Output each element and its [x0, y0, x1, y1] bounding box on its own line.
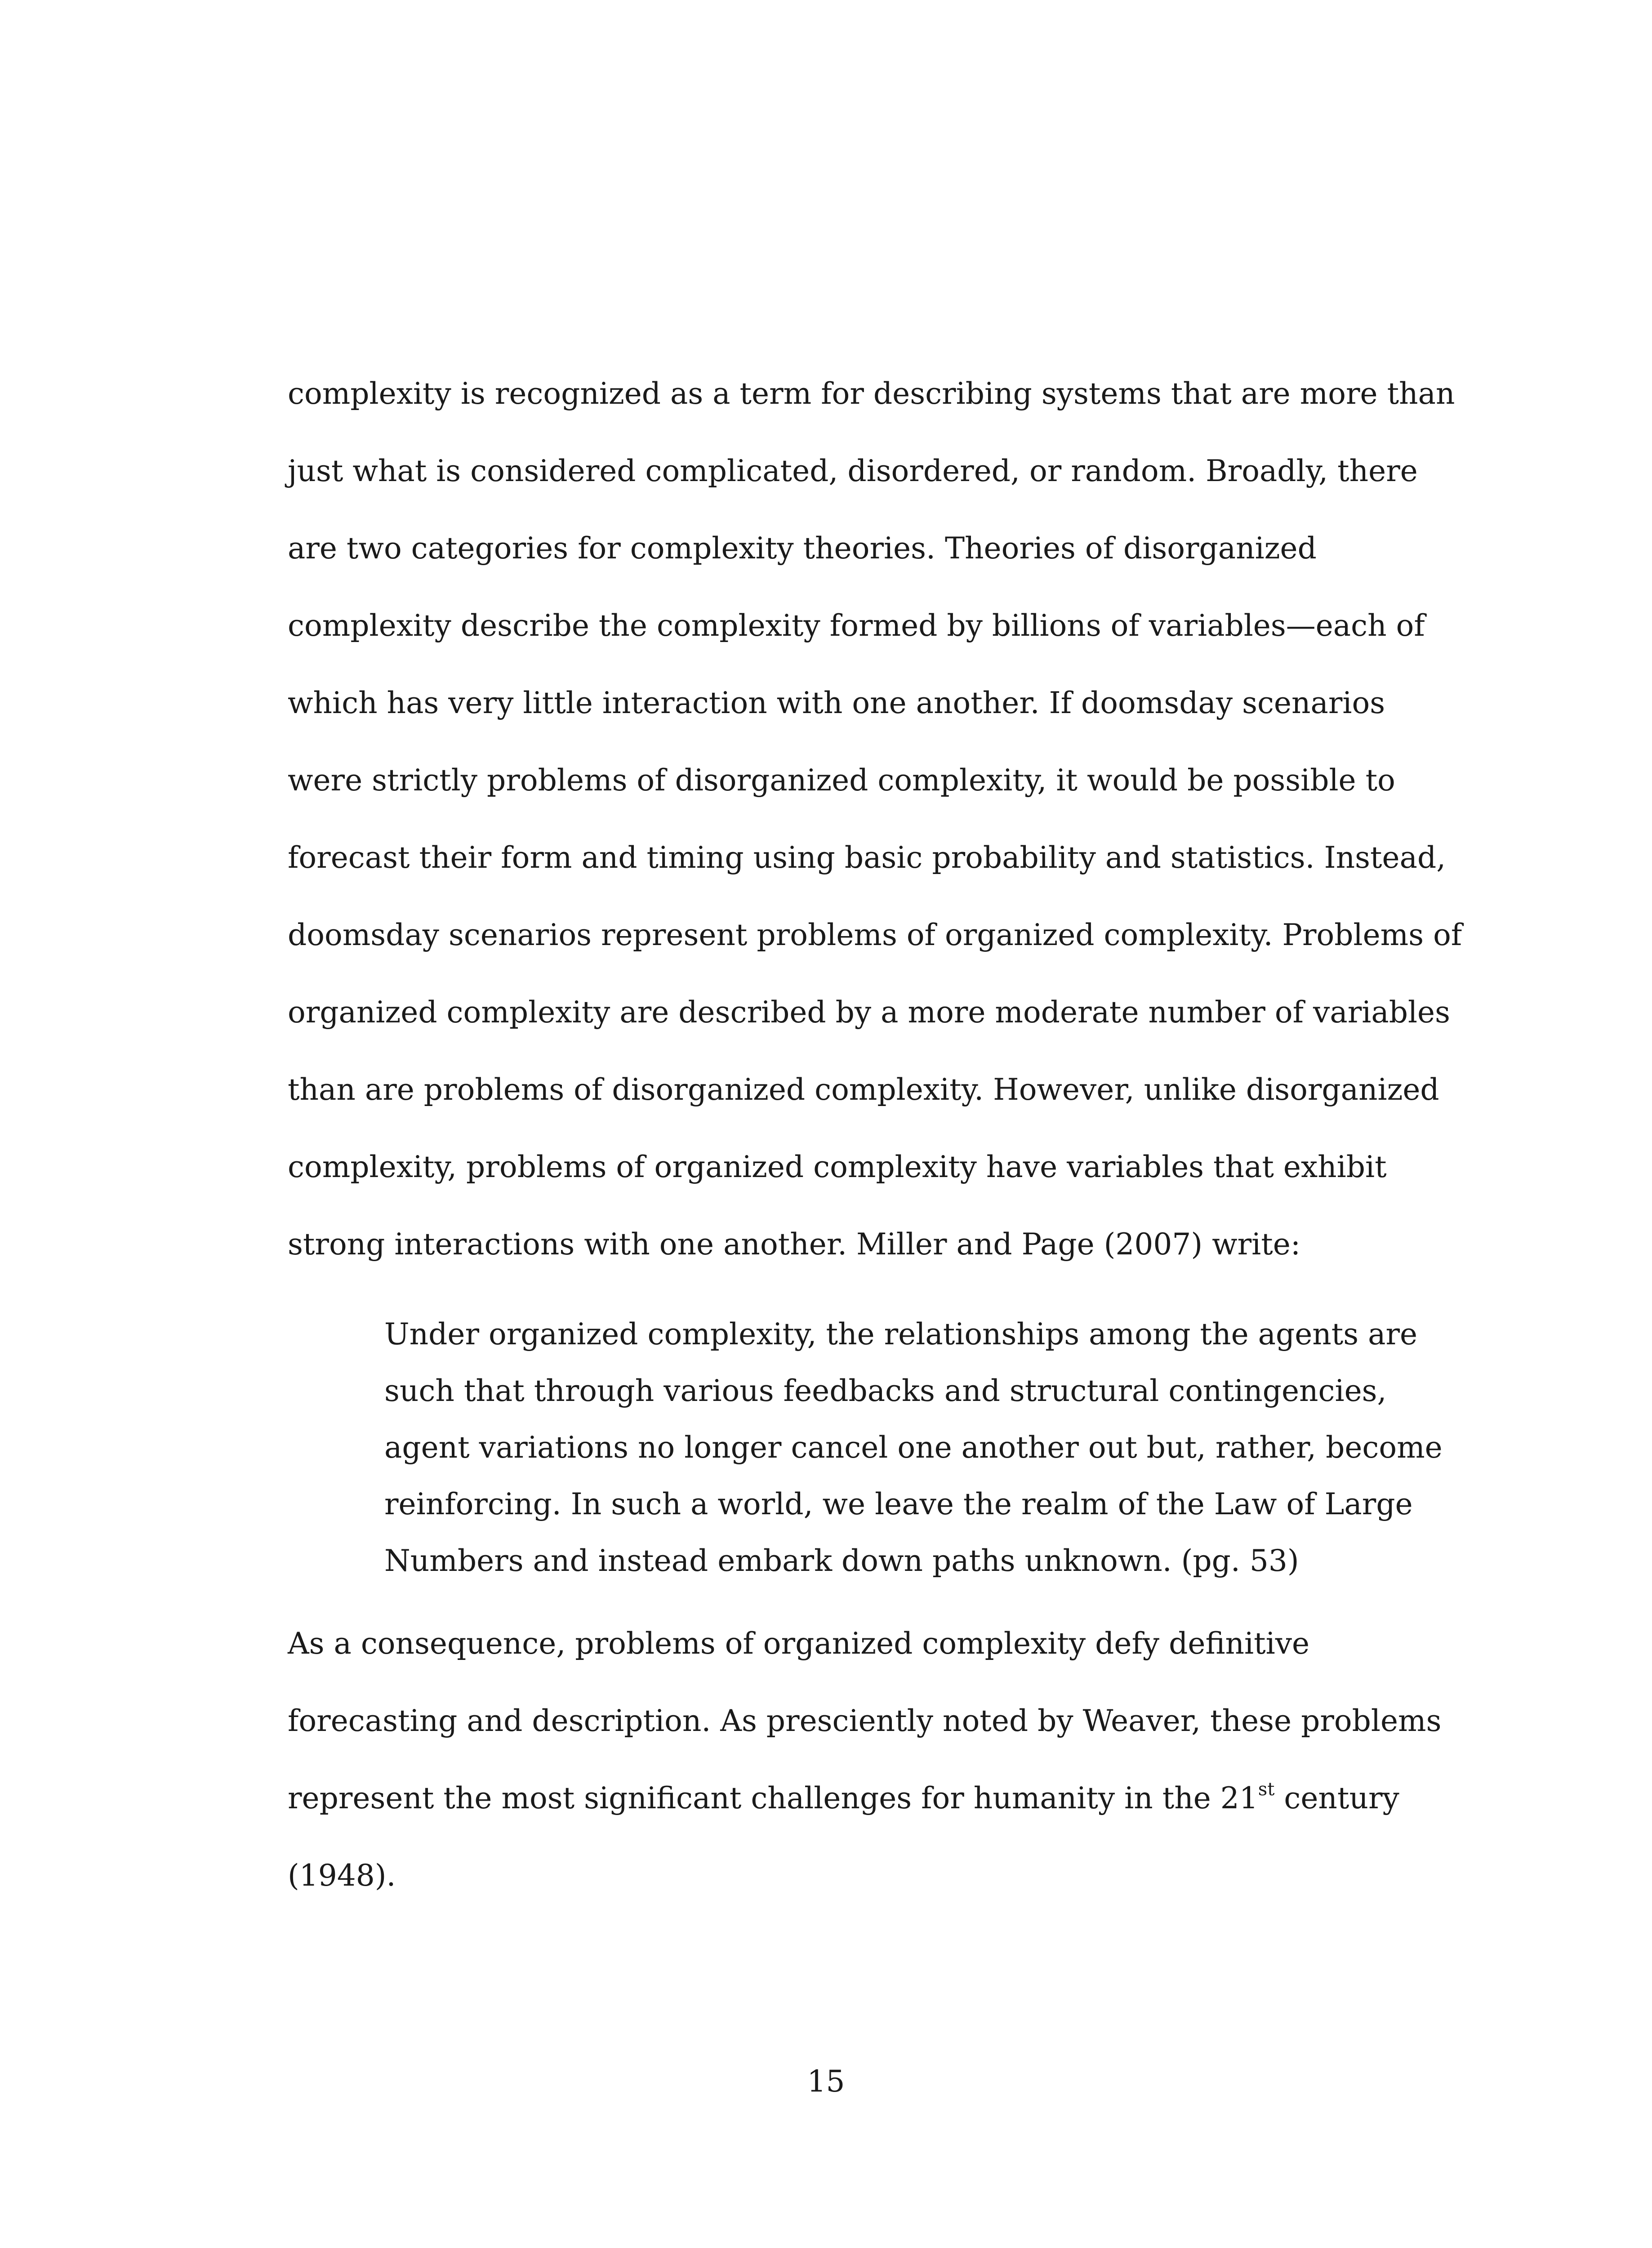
- quote-line: Numbers and instead embark down paths unknown. (pg. 53): [384, 1543, 1299, 1578]
- paragraph-line: are two categories for complexity theories. Theories of disorganized: [288, 531, 1317, 566]
- paragraph-line: just what is considered complicated, disordered, or random. Broadly, there: [288, 454, 1418, 488]
- quote-line: agent variations no longer cancel one another out but, rather, become: [384, 1430, 1443, 1465]
- paragraph-line: which has very little interaction with one another. If doomsday scenarios: [288, 686, 1385, 720]
- paragraph-line: organized complexity are described by a more moderate number of variables: [288, 995, 1450, 1030]
- line-text-after: century: [1274, 1781, 1399, 1815]
- paragraph-line: (1948).: [288, 1858, 396, 1893]
- paragraph-line: than are problems of disorganized complexity. However, unlike disorganized: [288, 1072, 1439, 1107]
- paragraph-line: complexity is recognized as a term for describing systems that are more than: [288, 376, 1455, 411]
- closing-paragraph: [288, 1605, 1456, 1914]
- line-text-before: represent the most significant challenges for humanity in the 21: [288, 1781, 1258, 1815]
- block-quote: [384, 1306, 1463, 1589]
- paragraph-line: forecasting and description. As presciently noted by Weaver, these problems: [288, 1704, 1442, 1738]
- body-paragraph: [288, 355, 1462, 1283]
- paragraph-line: complexity, problems of organized complexity have variables that exhibit: [288, 1150, 1387, 1184]
- paragraph-line: complexity describe the complexity formed by billions of variables—each of: [288, 608, 1425, 643]
- paragraph-line: strong interactions with one another. Miller and Page (2007) write:: [288, 1227, 1301, 1262]
- paragraph-line: forecast their form and timing using basic probability and statistics. Instead,: [288, 840, 1446, 875]
- paragraph-line-with-superscript: [288, 1760, 1456, 1837]
- quote-line: such that through various feedbacks and structural contingencies,: [384, 1374, 1387, 1408]
- quote-line: reinforcing. In such a world, we leave the realm of the Law of Large: [384, 1487, 1413, 1521]
- quote-line: Under organized complexity, the relationships among the agents are: [384, 1317, 1418, 1351]
- paragraph-line: As a consequence, problems of organized complexity defy definitive: [288, 1626, 1310, 1661]
- ordinal-superscript: st: [1258, 1779, 1275, 1800]
- page-number: 15: [807, 2064, 845, 2099]
- paragraph-line: doomsday scenarios represent problems of organized complexity. Problems of: [288, 918, 1462, 952]
- paragraph-line: were strictly problems of disorganized complexity, it would be possible to: [288, 763, 1395, 798]
